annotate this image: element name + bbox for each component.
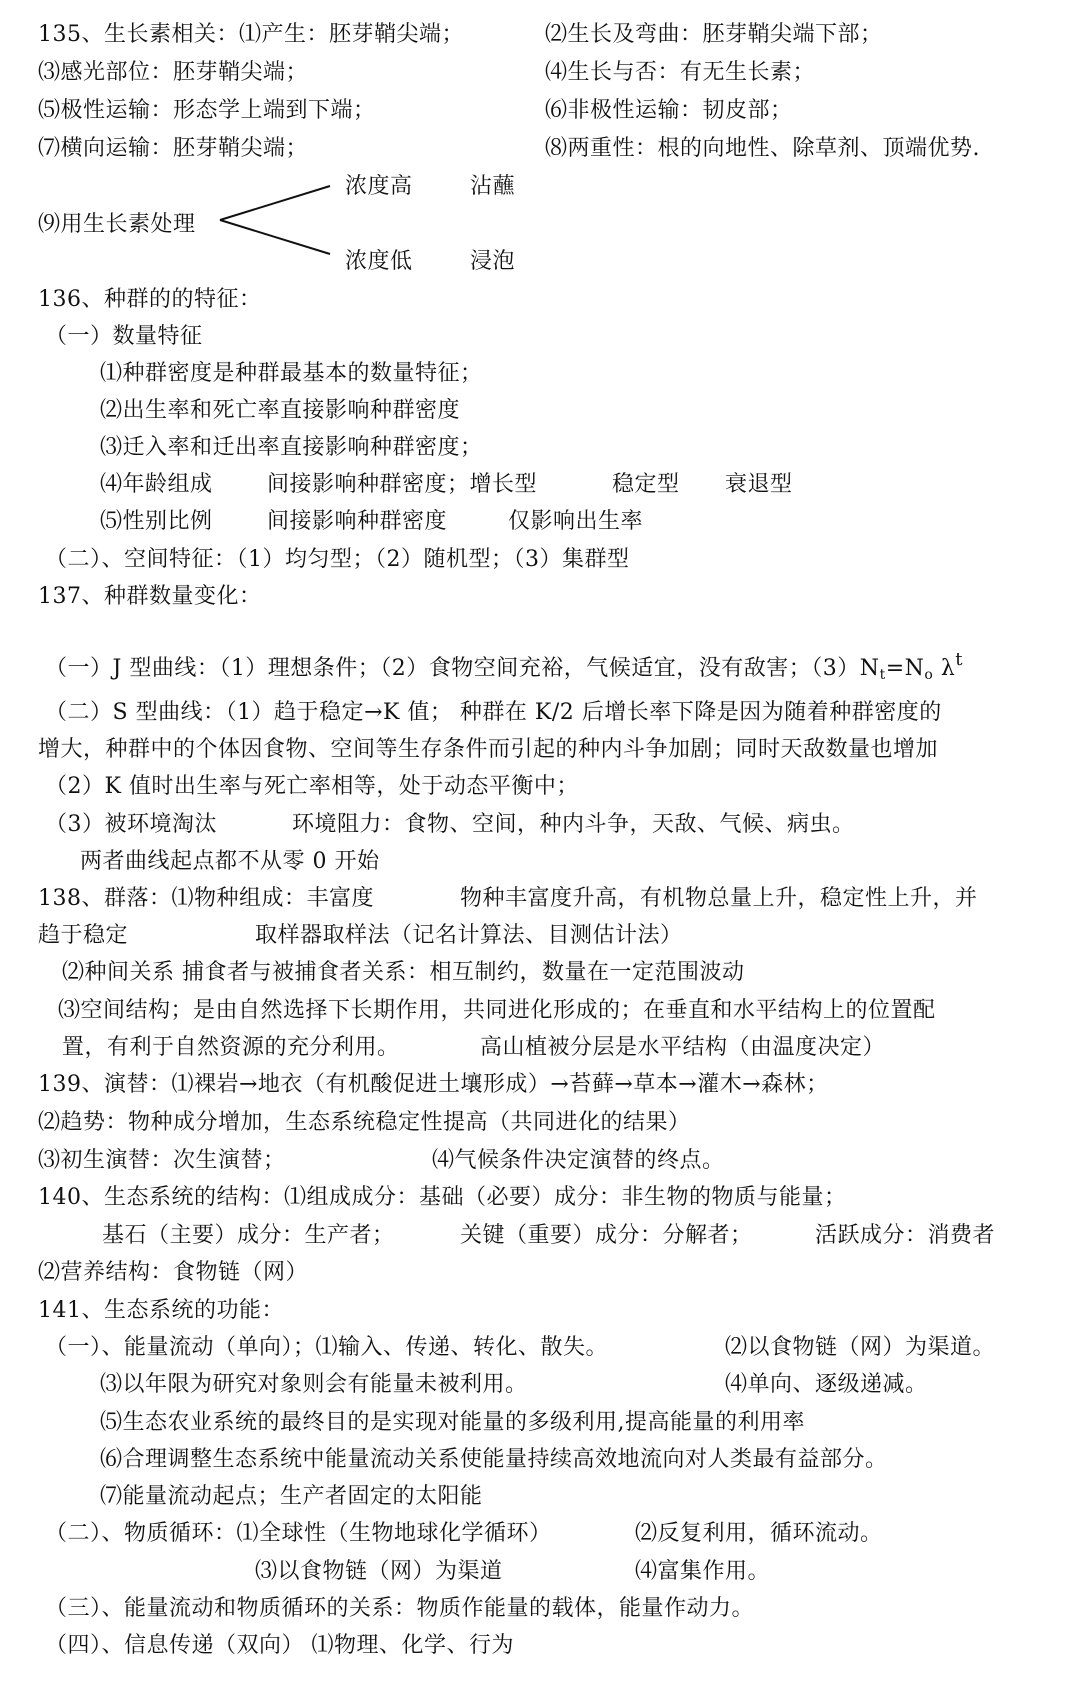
s136-item2: ⑵出生率和死亡率直接影响种群密度: [100, 398, 461, 423]
s136-heading-space: （二）、空间特征：（1）均匀型；（2）随机型；（3）集群型: [45, 547, 630, 572]
s135-low-label: 浓度低: [345, 249, 413, 274]
s136-item1: ⑴种群密度是种群最基本的数量特征；: [100, 361, 483, 386]
s138-line1-a: 138、群落：⑴物种组成：丰富度: [38, 886, 374, 911]
s137-j-eq: =N: [885, 656, 925, 681]
s135-line1-right: ⑵生长及弯曲：胚芽鞘尖端下部；: [545, 22, 883, 47]
s140-line2-c: 活跃成分：消费者: [815, 1223, 996, 1248]
s136-item4-d: 衰退型: [725, 472, 793, 497]
s141-energy-a: （一）、能量流动（单向）；⑴输入、传递、转化、散失。: [45, 1335, 609, 1360]
s137-s-line2: 增大，种群中的个体因食物、空间等生存条件而引起的种内斗争加剧；同时天敌数量也增加: [38, 737, 939, 762]
s137-s-line3: （2）K 值时出生率与死亡率相等，处于动态平衡中；: [45, 774, 579, 799]
s140-line3: ⑵营养结构：食物链（网）: [38, 1260, 309, 1285]
s141-matter-d: ⑷富集作用。: [635, 1559, 771, 1584]
s140-line1: 140、生态系统的结构：⑴组成成分：基础（必要）成分：非生物的物质与能量；: [38, 1185, 847, 1210]
s137-s-line4-a: （3）被环境淘汰: [45, 812, 217, 837]
s141-item4: ⑷单向、逐级递减。: [725, 1372, 928, 1397]
s136-item5-c: 仅影响出生率: [508, 509, 644, 534]
s137-j-sup-t: t: [955, 649, 963, 670]
s140-line2-a: 基石（主要）成分：生产者；: [102, 1223, 395, 1248]
s137-j-lambda: λ: [933, 656, 956, 681]
s136-item5-a: ⑸性别比例: [100, 509, 213, 534]
s139-line3-a: ⑶初生演替：次生演替；: [38, 1148, 286, 1173]
s141-matter-b: ⑵反复利用，循环流动。: [635, 1521, 883, 1546]
s136-item4-a: ⑷年龄组成: [100, 472, 213, 497]
s135-line1-left: 135、生长素相关：⑴产生：胚芽鞘尖端；: [38, 22, 464, 47]
branch-lines-diagram: [210, 180, 340, 260]
s141-matter-c: ⑶以食物链（网）为渠道: [255, 1559, 503, 1584]
s136-title: 136、种群的的特征：: [38, 287, 262, 312]
s137-j-sub-t: t: [879, 667, 886, 683]
s135-high-method: 沾蘸: [470, 174, 516, 199]
s135-line2-left: ⑶感光部位：胚芽鞘尖端；: [38, 60, 309, 85]
s141-energy-b: ⑵以食物链（网）为渠道。: [725, 1335, 996, 1360]
s135-line4-right: ⑻两重性：根的向地性、除草剂、顶端优势.: [545, 136, 980, 161]
s137-j-text: （一）J 型曲线：（1）理想条件；（2）食物空间充裕，气候适宜，没有敌害；（3）N: [45, 656, 880, 681]
s136-item5-b: 间接影响种群密度: [267, 509, 448, 534]
s139-line3-b: ⑷气候条件决定演替的终点。: [432, 1148, 725, 1173]
s135-low-method: 浸泡: [470, 249, 516, 274]
s138-line5-a: 置，有利于自然资源的充分利用。: [62, 1035, 400, 1060]
s137-j-sub-0: o: [924, 667, 934, 683]
s135-line3-right: ⑹非极性运输：韧皮部；: [545, 98, 793, 123]
s141-item3: ⑶以年限为研究对象则会有能量未被利用。: [100, 1372, 528, 1397]
s137-j-curve: [45, 645, 963, 690]
s141-title: 141、生态系统的功能：: [38, 1298, 284, 1323]
s136-heading-quantity: （一）数量特征: [45, 324, 203, 349]
s141-item7: ⑺能量流动起点；生产者固定的太阳能: [100, 1484, 483, 1509]
s140-line2-b: 关键（重要）成分：分解者；: [460, 1223, 753, 1248]
s135-line2-right: ⑷生长与否：有无生长素；: [545, 60, 816, 85]
s138-line1-b: 物种丰富度升高，有机物总量上升，稳定性上升，并: [460, 886, 978, 911]
s138-line3: ⑵种间关系 捕食者与被捕食者关系：相互制约，数量在一定范围波动: [62, 960, 745, 985]
s138-line4: ⑶空间结构；是由自然选择下长期作用，共同进化形成的；在垂直和水平结构上的位置配: [58, 998, 936, 1023]
s136-item4-c: 稳定型: [612, 472, 680, 497]
s137-s-line4-b: 环境阻力：食物、空间，种内斗争，天敌、气候、病虫。: [292, 812, 855, 837]
s141-item5: ⑸生态农业系统的最终目的是实现对能量的多级利用,提高能量的利用率: [100, 1410, 805, 1435]
s137-s-line1: （二）S 型曲线：（1）趋于稳定→K 值； 种群在 K/2 后增长率下降是因为随着种群密度的: [45, 700, 942, 725]
s138-line2-b: 取样器取样法（记名计算法、目测估计法）: [255, 923, 683, 948]
s141-relation: （三）、能量流动和物质循环的关系：物质作能量的载体，能量作动力。: [45, 1596, 755, 1621]
s141-item6: ⑹合理调整生态系统中能量流动关系使能量持续高效地流向对人类最有益部分。: [100, 1447, 888, 1472]
s135-line4-left: ⑺横向运输：胚芽鞘尖端；: [38, 136, 309, 161]
s137-title: 137、种群数量变化：: [38, 584, 262, 609]
s135-high-label: 浓度高: [345, 174, 413, 199]
s139-line2: ⑵趋势：物种成分增加，生态系统稳定性提高（共同进化的结果）: [38, 1110, 691, 1135]
s135-treatment-label: ⑼用生长素处理: [38, 212, 196, 237]
s135-line3-left: ⑸极性运输：形态学上端到下端；: [38, 98, 376, 123]
s137-note: 两者曲线起点都不从零 0 开始: [80, 849, 380, 874]
s136-item4-b: 间接影响种群密度；增长型: [267, 472, 538, 497]
s138-line2-a: 趋于稳定: [38, 923, 129, 948]
s141-matter-a: （二）、物质循环：⑴全球性（生物地球化学循环）: [45, 1521, 552, 1546]
s138-line5-b: 高山植被分层是水平结构（由温度决定）: [480, 1035, 886, 1060]
s141-information: （四）、信息传递（双向） ⑴物理、化学、行为: [45, 1633, 514, 1658]
s136-item3: ⑶迁入率和迁出率直接影响种群密度；: [100, 435, 483, 460]
s139-line1: 139、演替：⑴裸岩→地衣（有机酸促进土壤形成）→苔藓→草本→灌木→森林；: [38, 1072, 829, 1097]
